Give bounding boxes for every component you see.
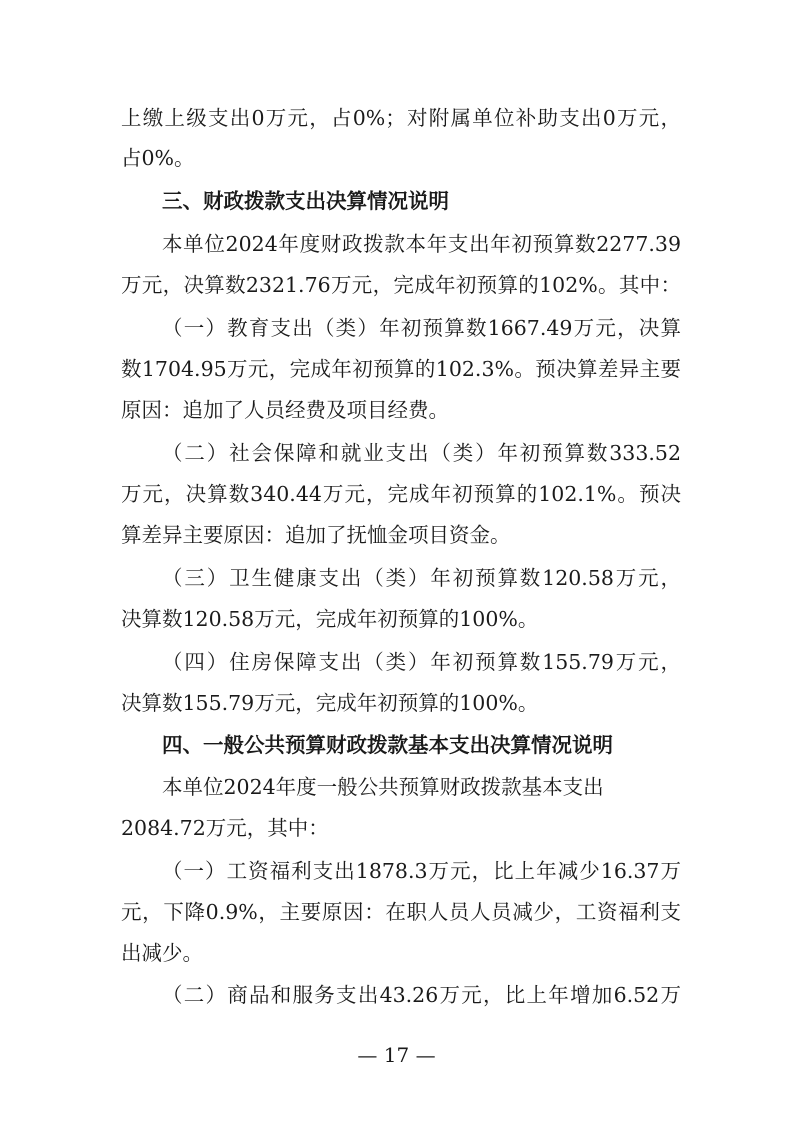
paragraph-line: 出减少。 [121,941,203,965]
paragraph-line: 2084.72万元，其中： [121,816,329,840]
paragraph-line: （四）住房保障支出（类）年初预算数155.79万元， [162,650,681,674]
paragraph-line: 万元，决算数340.44万元，完成年初预算的102.1%。预决 [121,482,681,506]
paragraph-line: 决算数120.58万元，完成年初预算的100%。 [121,607,539,631]
paragraph-line: 元，下降0.9%，主要原因：在职人员人员减少，工资福利支 [121,900,681,924]
paragraph-line: （一）教育支出（类）年初预算数1667.49万元，决算 [162,316,681,340]
paragraph-line: 算差异主要原因：追加了抚恤金项目资金。 [121,523,511,547]
paragraph-line: 上缴上级支出0万元，占0%；对附属单位补助支出0万元， [121,106,681,130]
paragraph-line: （二）商品和服务支出43.26万元，比上年增加6.52万 [162,983,681,1007]
section-heading-3: 三、财政拨款支出决算情况说明 [162,189,449,213]
section-heading-4: 四、一般公共预算财政拨款基本支出决算情况说明 [162,733,613,757]
paragraph-line: （三）卫生健康支出（类）年初预算数120.58万元， [162,566,681,590]
paragraph-line: 数1704.95万元，完成年初预算的102.3%。预决算差异主要 [121,357,681,381]
page-number: — 17 — [357,1043,436,1067]
paragraph-line: 本单位2024年度一般公共预算财政拨款基本支出 [162,775,604,799]
paragraph-line: 占0%。 [121,146,195,170]
paragraph-line: （二）社会保障和就业支出（类）年初预算数333.52 [162,441,681,465]
paragraph-line: 万元，决算数2321.76万元，完成年初预算的102%。其中： [121,273,681,297]
paragraph-line: 本单位2024年度财政拨款本年支出年初预算数2277.39 [162,232,681,256]
paragraph-line: （一）工资福利支出1878.3万元，比上年减少16.37万 [162,859,681,883]
paragraph-line: 原因：追加了人员经费及项目经费。 [121,398,449,422]
paragraph-line: 决算数155.79万元，完成年初预算的100%。 [121,691,539,715]
